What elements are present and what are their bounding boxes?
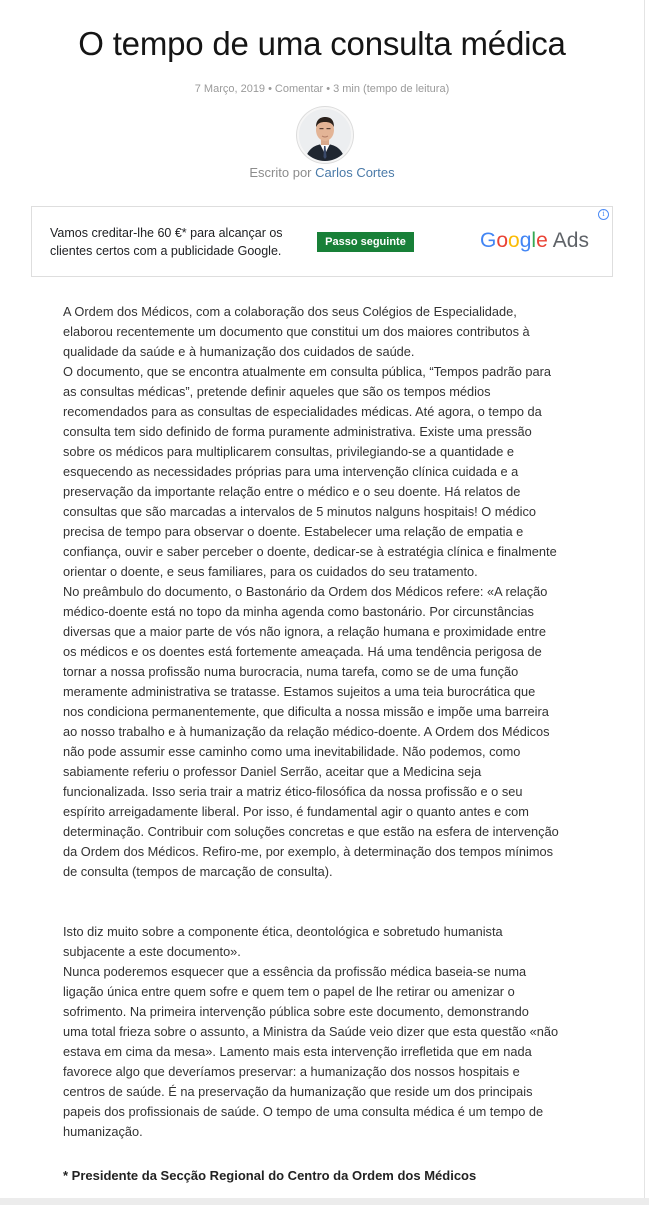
ad-copy [50,224,295,260]
comment-link[interactable]: Comentar [274,83,324,95]
byline-prefix: Escrito por [249,165,312,180]
article-line: consulta tem sido definido de forma puramente administrativa. Existe uma pressão [63,424,532,439]
article-line: No preâmbulo do documento, o Bastonário da Ordem dos Médicos refere: «A relação [63,584,548,599]
article-line: médico-doente está no topo da minha agenda como bastonário. Por circunstâncias [63,604,534,619]
article-line: espírito arreigadamente liberal. Por isso, é fundamental agir o quanto antes e com [63,804,529,819]
article-line: ao nosso trabalho e à humanização da relação médico-doente. A Ordem dos Médicos [63,724,550,739]
article-line: sofrimento. Na primeira intervenção pública sobre este documento, demonstrando [63,1004,529,1019]
article-line: estava em cima da mesa». Lamento mais esta intervenção irrefletida que em nada [63,1044,532,1059]
article-line: não pode assumir esse caminho como uma inevitabilidade. Não podemos, como [63,744,521,759]
author-byline [0,165,644,181]
article-line: funcionalizada. Isso seria trair a matriz ético-filosófica da nossa profissão e o seu [63,784,523,799]
article-line: sabiamente referiu o professor Daniel Serrão, aceitar que a Medicina seja [63,764,482,779]
ad-text-line: Vamos creditar-lhe 60 €* para alcançar os [50,226,283,240]
article-line: meramente administrativa se tratasse. Estamos sujeitos a uma teia burocrática que [63,684,536,699]
author-footnote: * Presidente da Secção Regional do Centro da Ordem dos Médicos [63,1168,477,1183]
article-line: os médicos e os doentes está fortemente ameaçada. Há uma tendência perigosa de [63,644,542,659]
author-avatar[interactable] [297,107,353,163]
article-line: esquecendo as necessidades próprias para uma intervenção clínica cuidada e a [63,464,519,479]
article-line: nos condiciona permanentemente, que dificulta a nossa missão e impõe uma barreira [63,704,549,719]
bottom-scroll-shade [0,1198,649,1205]
ad-text-line: clientes certos com a publicidade Google. [50,244,282,258]
read-time: 3 min (tempo de leitura) [333,83,450,95]
article-line: confiança, ouvir e saber perceber o doente, dedicar-se à estratégia clínica e finalmente [63,544,557,559]
article-line: recomendados para as consultas de especialidades médicas. Até agora, o tempo da [63,404,542,419]
article-line: favorece algo que deveríamos preservar: a humanização dos nossos hospitais e [63,1064,520,1079]
article-line: consultas que são marcadas a intervalos de 5 minutos nalguns hospitais! O médico [63,504,537,519]
article-line: Nunca poderemos esquecer que a essência da profissão médica baseia-se numa [63,964,527,979]
article-line: subjacente a este documento». [63,944,241,959]
post-meta: 7 Março, 2019 • Comentar • 3 min (tempo de leitura) [194,83,450,95]
article-line: tornar a nossa profissão numa burocracia, numa tarefa, como se de uma função [63,664,519,679]
paragraph-spacer [63,882,588,922]
article-line: O documento, que se encontra atualmente em consulta pública, “Tempos padrão para [63,364,551,379]
article-line: precisa de tempo para observar o doente. Estabelecer uma relação de empatia e [63,524,524,539]
article-line: ligação única entre quem sofre e quem tem o papel de lhe retirar ou amenizar o [63,984,515,999]
google-ads-logo: Google Ads [480,229,589,252]
post-date: 7 Março, 2019 [194,83,266,95]
article-line: elaborou recentemente um documento que constitui um dos maiores contributos à [63,324,530,339]
article-line: de consulta (tempos de marcação de consulta). [63,864,333,879]
ad-next-step-button[interactable]: Passo seguinte [317,232,414,252]
article-line: humanização. [63,1124,143,1139]
article-line: Isto diz muito sobre a componente ética, deontológica e sobretudo humanista [63,924,503,939]
article-line: orientar o doente, e seus familiares, para os cuidados do seu tratamento. [63,564,478,579]
article-paragraph [63,302,588,882]
google-ad-banner[interactable] [31,206,613,277]
article-paragraph [63,922,588,1142]
article-line: A Ordem dos Médicos, com a colaboração dos seus Colégios de Especialidade, [63,304,517,319]
article-body [63,302,588,1142]
article-line: da Ordem dos Médicos. Refiro-me, por exemplo, à determinação dos tempos mínimos [63,844,554,859]
page-title: O tempo de uma consulta médica [78,25,566,62]
article-line: as consultas médicas”, pretende definir aqueles que são os tempos médios [63,384,491,399]
article-line: preservação da importante relação entre o médico e o seu doente. Há relatos de [63,484,521,499]
article-line: determinação. Contribuir com soluções concretas e que estão na esfera de intervenção [63,824,559,839]
page-edge-rule [644,0,645,1205]
article-line: diversas que a maior parte de vós não ignora, a relação humana e proximidade entre [63,624,547,639]
article-line: qualidade da saúde e à humanização dos cuidados de saúde. [63,344,415,359]
article-line: sobre os médicos para multiplicarem consultas, privilegiando-se a quantidade e [63,444,514,459]
author-photo [299,109,351,161]
article-line: papeis dos profissionais de saúde. O tempo de uma consulta médica é um tempo de [63,1104,544,1119]
info-icon[interactable]: i [598,209,609,220]
article-line: centros de saúde. É na preservação da humanização que reside um dos principais [63,1084,533,1099]
article-line: uma total frieza sobre o assunto, a Ministra da Saúde veio dizer que esta questão «não [63,1024,559,1039]
author-link[interactable]: Carlos Cortes [315,165,395,180]
